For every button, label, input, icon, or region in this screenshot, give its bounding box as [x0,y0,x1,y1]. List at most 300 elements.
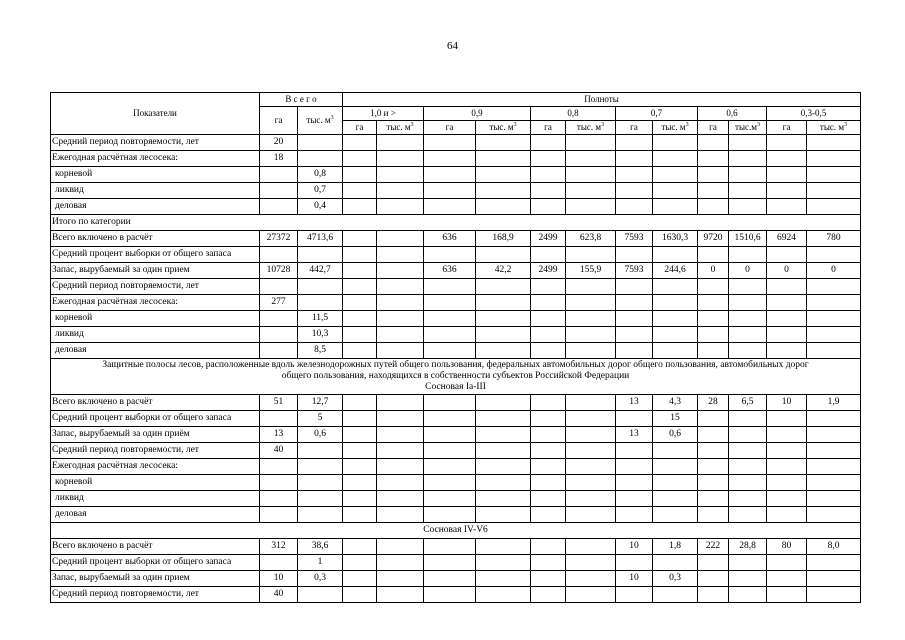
page-number: 64 [447,40,458,52]
row-label: ликвид [51,327,260,343]
table-cell [653,459,698,475]
table-cell [424,183,476,199]
table-cell [531,507,566,523]
table-cell: 277 [260,295,298,311]
table-cell [531,247,566,263]
table-cell [807,151,861,167]
table-cell [566,311,616,327]
table-cell: 80 [767,539,807,555]
table-cell [767,311,807,327]
table-cell [343,395,377,411]
table-cell [616,587,653,603]
subheader-ha: га [343,121,377,135]
table-row [51,343,861,359]
table-cell [476,167,531,183]
table-cell [531,587,566,603]
table-cell [566,135,616,151]
table-cell [424,555,476,571]
table-cell [476,411,531,427]
table-cell [476,279,531,295]
table-cell [566,199,616,215]
table-cell: 5 [298,411,343,427]
table-cell [424,167,476,183]
table-cell [767,151,807,167]
table-cell [616,491,653,507]
table-cell [377,199,424,215]
table-cell [531,279,566,295]
table-cell [729,555,767,571]
table-cell: 8,5 [298,343,343,359]
table-cell [616,279,653,295]
table-cell [807,427,861,443]
header-density: Полноты [343,93,861,107]
table-row [51,295,861,311]
table-cell [343,231,377,247]
table-cell: 6,5 [729,395,767,411]
table-cell [377,491,424,507]
table-cell [260,327,298,343]
table-cell [476,427,531,443]
header-total: В с е г о [260,93,343,107]
table-cell [767,167,807,183]
table-cell [298,507,343,523]
table-cell [298,279,343,295]
table-cell [807,183,861,199]
table-cell [343,311,377,327]
subheader-ha: га [698,121,729,135]
table-cell: 168,9 [476,231,531,247]
table-cell [767,459,807,475]
table-cell [531,167,566,183]
table-cell: 4713,6 [298,231,343,247]
table-cell [377,311,424,327]
table-cell [698,587,729,603]
table-cell [616,247,653,263]
table-cell [343,587,377,603]
table-cell [767,295,807,311]
table-cell [298,491,343,507]
table-row [51,459,861,475]
table-cell [653,151,698,167]
table-cell [767,507,807,523]
table-cell [566,327,616,343]
table-cell [616,151,653,167]
table-cell [616,327,653,343]
table-cell: 38,6 [298,539,343,555]
subheader-thous: $тыс.м^3$ [729,121,767,135]
table-cell [424,311,476,327]
table-cell [729,491,767,507]
table-cell [729,295,767,311]
table-cell [343,443,377,459]
table-cell [653,555,698,571]
row-label: Всего включено в расчёт [51,231,260,247]
table-cell [653,295,698,311]
table-cell: 1 [298,555,343,571]
table-cell [807,571,861,587]
subheader-ha: га [767,121,807,135]
table-cell [343,491,377,507]
table-cell [729,587,767,603]
row-label: деловая [51,199,260,215]
table-cell [767,183,807,199]
table-cell: 636 [424,231,476,247]
table-cell [653,247,698,263]
table-cell: 0,3 [653,571,698,587]
table-cell: 8,0 [807,539,861,555]
table-cell [653,199,698,215]
table-cell: 0 [729,263,767,279]
table-cell [566,279,616,295]
table-cell [531,151,566,167]
table-cell [531,395,566,411]
table-cell [343,279,377,295]
table-cell [476,459,531,475]
table-cell [260,507,298,523]
table-cell [424,587,476,603]
table-cell [531,295,566,311]
table-cell [476,295,531,311]
table-cell [566,395,616,411]
table-cell: 780 [807,231,861,247]
table-row [51,395,861,411]
table-cell [566,555,616,571]
table-cell [424,199,476,215]
table-cell [531,327,566,343]
table-cell [343,411,377,427]
section-heading-row [51,359,861,395]
row-label: Средний период повторяемости, лет [51,279,260,295]
table-cell [377,587,424,603]
table-cell [476,199,531,215]
table-row [51,151,861,167]
table-cell [729,443,767,459]
table-cell [729,135,767,151]
subheader-ha: га [531,121,566,135]
category-total-label: Итого по категории [51,215,861,231]
table-cell [698,199,729,215]
table-cell [807,327,861,343]
table-cell [767,135,807,151]
table-cell [616,199,653,215]
table-cell [767,411,807,427]
table-cell [767,475,807,491]
table-cell [260,247,298,263]
table-cell: 28 [698,395,729,411]
table-cell [298,475,343,491]
table-cell [531,459,566,475]
table-cell: 1,8 [653,539,698,555]
table-cell: 244,6 [653,263,698,279]
table-cell [729,459,767,475]
density-group: 1,0 и > [343,107,424,121]
table-cell [377,167,424,183]
table-cell [698,151,729,167]
density-group: 0,9 [424,107,531,121]
table-cell: 2499 [531,263,566,279]
table-row [51,411,861,427]
density-group: 0,7 [616,107,698,121]
table-cell [476,343,531,359]
table-cell [698,507,729,523]
table-cell [767,327,807,343]
table-cell: 0 [698,263,729,279]
table-cell: 623,8 [566,231,616,247]
table-row [51,215,861,231]
table-row [51,183,861,199]
table-cell [807,443,861,459]
row-label: корневой [51,311,260,327]
table-cell: 28,8 [729,539,767,555]
table-cell: 0,3 [298,571,343,587]
table-cell [653,587,698,603]
table-cell [566,151,616,167]
row-label: Всего включено в расчёт [51,539,260,555]
table-cell [698,327,729,343]
table-cell [698,443,729,459]
table-cell [653,443,698,459]
table-cell [298,135,343,151]
table-cell [343,247,377,263]
table-cell [377,231,424,247]
table-cell [698,311,729,327]
table-row [51,491,861,507]
table-row [51,475,861,491]
table-cell: 12,7 [298,395,343,411]
table-cell [476,247,531,263]
table-cell [729,167,767,183]
table-cell [767,247,807,263]
table-cell: 1630,3 [653,231,698,247]
table-cell [377,427,424,443]
table-cell: 13 [616,395,653,411]
table-cell [343,151,377,167]
row-label: деловая [51,507,260,523]
table-cell [566,295,616,311]
table-cell [424,571,476,587]
table-cell [377,459,424,475]
table-cell: 42,2 [476,263,531,279]
table-cell: 40 [260,443,298,459]
table-cell: 7593 [616,263,653,279]
table-cell [566,571,616,587]
table-cell [729,327,767,343]
table-cell [343,295,377,311]
table-cell [653,279,698,295]
table-row [51,135,861,151]
table-cell [476,327,531,343]
table-cell [476,555,531,571]
table-cell [807,247,861,263]
table-cell [566,167,616,183]
row-label: деловая [51,343,260,359]
table-cell: 13 [616,427,653,443]
table-cell [616,311,653,327]
table-row [51,263,861,279]
table-cell [767,587,807,603]
table-cell [653,343,698,359]
table-cell [343,343,377,359]
row-label: Запас, вырубаемый за один прием [51,263,260,279]
table-cell [424,507,476,523]
table-cell [260,555,298,571]
row-label: ликвид [51,183,260,199]
table-cell: 10 [616,571,653,587]
table-cell [377,411,424,427]
table-cell [260,491,298,507]
subheader-thous: тыс. $м^3$ [653,121,698,135]
density-group: 0,3-0,5 [767,107,861,121]
table-cell [424,395,476,411]
table-cell [807,507,861,523]
section-heading [51,359,861,395]
table-cell [729,311,767,327]
subheader-thous: тыс. $м^3$ [566,121,616,135]
table-cell: 40 [260,587,298,603]
row-label: Всего включено в расчёт [51,395,260,411]
table-cell: 10728 [260,263,298,279]
table-cell [616,443,653,459]
table-cell [343,507,377,523]
table-cell [343,135,377,151]
row-label: Средний процент выборки от общего запаса [51,411,260,427]
table-cell [767,555,807,571]
table-cell [616,459,653,475]
table-cell [807,199,861,215]
table-cell [807,475,861,491]
table-cell [729,279,767,295]
table-cell [424,491,476,507]
table-cell: 10 [767,395,807,411]
table-cell: 155,9 [566,263,616,279]
table-row [51,247,861,263]
table-cell [476,491,531,507]
table-cell [343,167,377,183]
table-cell [531,183,566,199]
table-cell [531,135,566,151]
table-cell [566,507,616,523]
row-label: Ежегодная расчётная лесосека: [51,459,260,475]
table-cell [377,343,424,359]
table-cell: 10 [260,571,298,587]
table-cell: 0,8 [298,167,343,183]
table-cell [343,475,377,491]
table-cell [424,539,476,555]
table-cell [653,167,698,183]
table-cell [653,135,698,151]
row-label: Ежегодная расчётная лесосека: [51,151,260,167]
table-cell [424,343,476,359]
table-cell [807,343,861,359]
table-cell [653,327,698,343]
row-label: Ежегодная расчётная лесосека: [51,295,260,311]
table-cell [531,411,566,427]
table-cell [729,183,767,199]
row-label: Средний период повторяемости, лет [51,587,260,603]
row-label: Средний процент выборки от общего запаса [51,247,260,263]
table-cell [298,295,343,311]
table-cell [424,459,476,475]
table-cell [767,199,807,215]
table-cell [531,427,566,443]
table-cell [767,343,807,359]
table-cell [566,411,616,427]
table-cell [698,167,729,183]
table-cell [377,295,424,311]
section-heading-line: Сосновая Iа-III [425,382,486,392]
table-cell [476,443,531,459]
table-cell [807,411,861,427]
table-cell: 18 [260,151,298,167]
table-cell [566,443,616,459]
table-cell [729,199,767,215]
table-cell [698,135,729,151]
table-cell [424,327,476,343]
table-cell [377,539,424,555]
table-cell [424,135,476,151]
table-cell [653,491,698,507]
table-cell [298,459,343,475]
table-cell [698,555,729,571]
table-cell [729,475,767,491]
subheader-ha: га [616,121,653,135]
table-cell: 0,4 [298,199,343,215]
table-cell [653,183,698,199]
table-cell [260,279,298,295]
table-cell [698,343,729,359]
table-cell [260,183,298,199]
table-cell: 7593 [616,231,653,247]
table-cell [698,279,729,295]
table-cell [424,411,476,427]
table-cell: 0,7 [298,183,343,199]
table-cell [476,135,531,151]
table-cell [377,443,424,459]
table-cell [531,343,566,359]
row-label: Запас, вырубаемый за один прием [51,571,260,587]
table-cell: 13 [260,427,298,443]
subheader-thous: тыс. $м^3$ [476,121,531,135]
table-cell [260,459,298,475]
table-cell: 51 [260,395,298,411]
table-cell [566,491,616,507]
section-heading-row [51,523,861,539]
row-label: Средний период повторяемости, лет [51,443,260,459]
table-cell [807,135,861,151]
table-cell [698,411,729,427]
table-cell [531,311,566,327]
table-cell: 0,6 [653,427,698,443]
table-cell [566,183,616,199]
table-cell: 442,7 [298,263,343,279]
table-cell [566,539,616,555]
table-cell [566,247,616,263]
table-cell [424,151,476,167]
table-cell [698,571,729,587]
table-row [51,167,861,183]
table-row [51,443,861,459]
row-label: корневой [51,475,260,491]
table-cell [807,459,861,475]
row-label: Средний процент выборки от общего запаса [51,555,260,571]
table-cell [377,183,424,199]
table-cell [807,279,861,295]
table-cell [476,151,531,167]
row-label: Запас, вырубаемый за один приём [51,427,260,443]
table-cell [377,279,424,295]
table-cell [698,491,729,507]
table-cell [616,295,653,311]
